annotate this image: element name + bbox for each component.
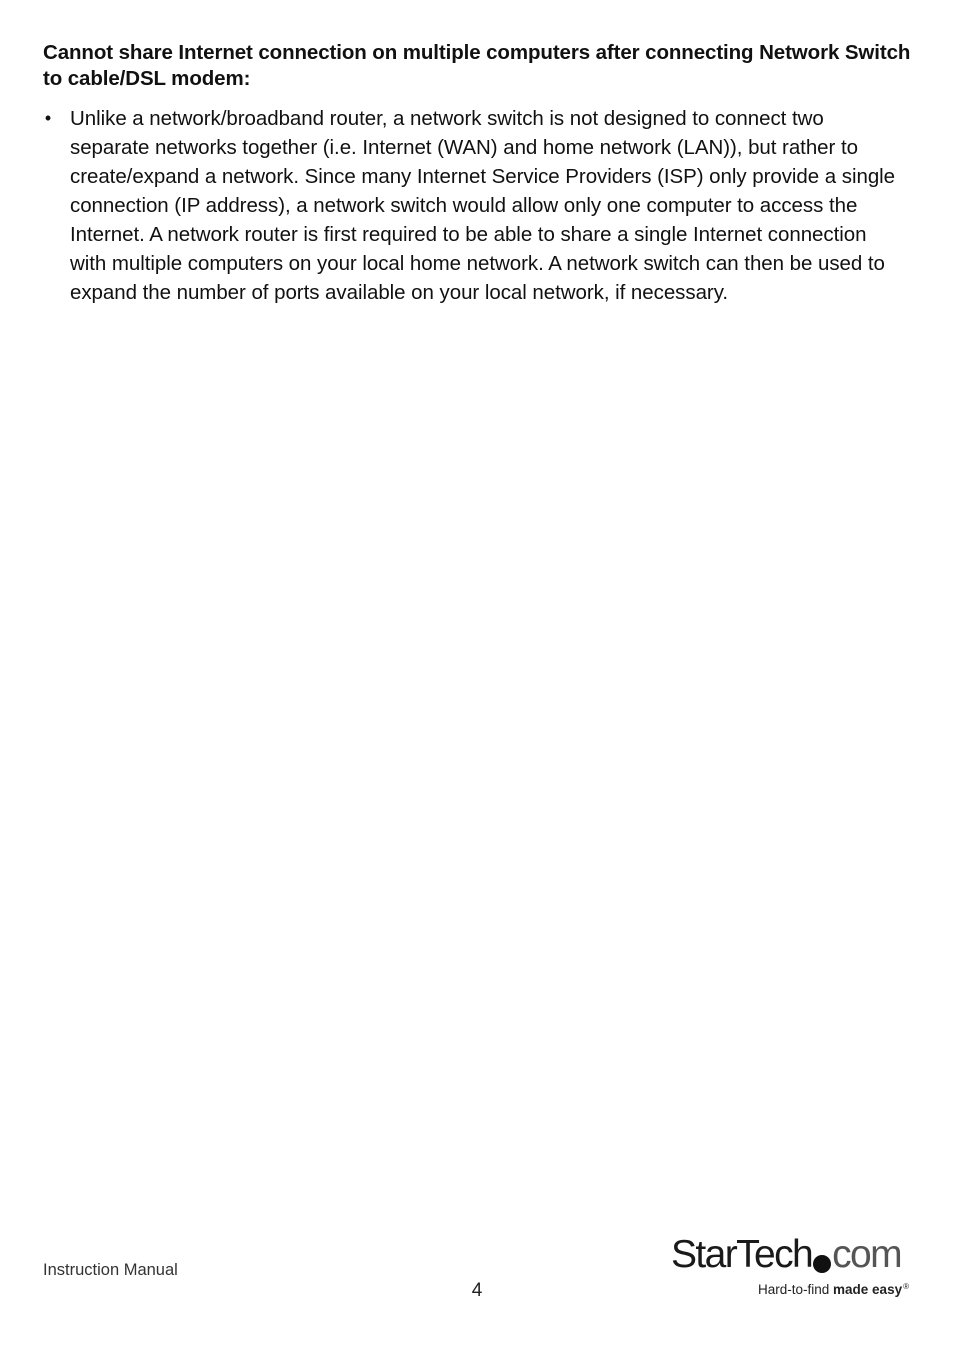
logo-tagline-bold: made easy <box>833 1282 903 1297</box>
logo-suffix: com <box>832 1233 901 1276</box>
section-heading: Cannot share Internet connection on multiple computers after connecting Network Switch to cable/DSL modem: <box>43 41 911 90</box>
logo-tagline-regular: Hard-to-find <box>758 1282 834 1297</box>
bullet-list <box>43 104 903 307</box>
list-item <box>43 104 903 307</box>
logo-dot-icon <box>813 1255 831 1273</box>
bullet-text: Unlike a network/broadband router, a network switch is not designed to connect two separate networks together (i.e. Internet (WAN) and home network (LAN)), but rather to create/expand a network. Since many Internet Service Providers (ISP) only provide a single connection (IP address), a network switch would allow only one computer to access the Internet. A network router is first required to be able to share a single Internet connection with multiple computers on your local home network. A network switch can then be used to expand the number of ports available on your local network, if necessary. <box>70 107 896 304</box>
logo-wordmark <box>671 1232 901 1278</box>
footer-label: Instruction Manual <box>43 1261 178 1279</box>
page-number: 4 <box>471 1280 483 1301</box>
registered-mark: ® <box>903 1282 909 1291</box>
brand-logo <box>671 1232 911 1304</box>
bullet-marker: • <box>44 108 52 128</box>
logo-tagline <box>758 1282 909 1297</box>
logo-brand: StarTech <box>671 1233 813 1276</box>
